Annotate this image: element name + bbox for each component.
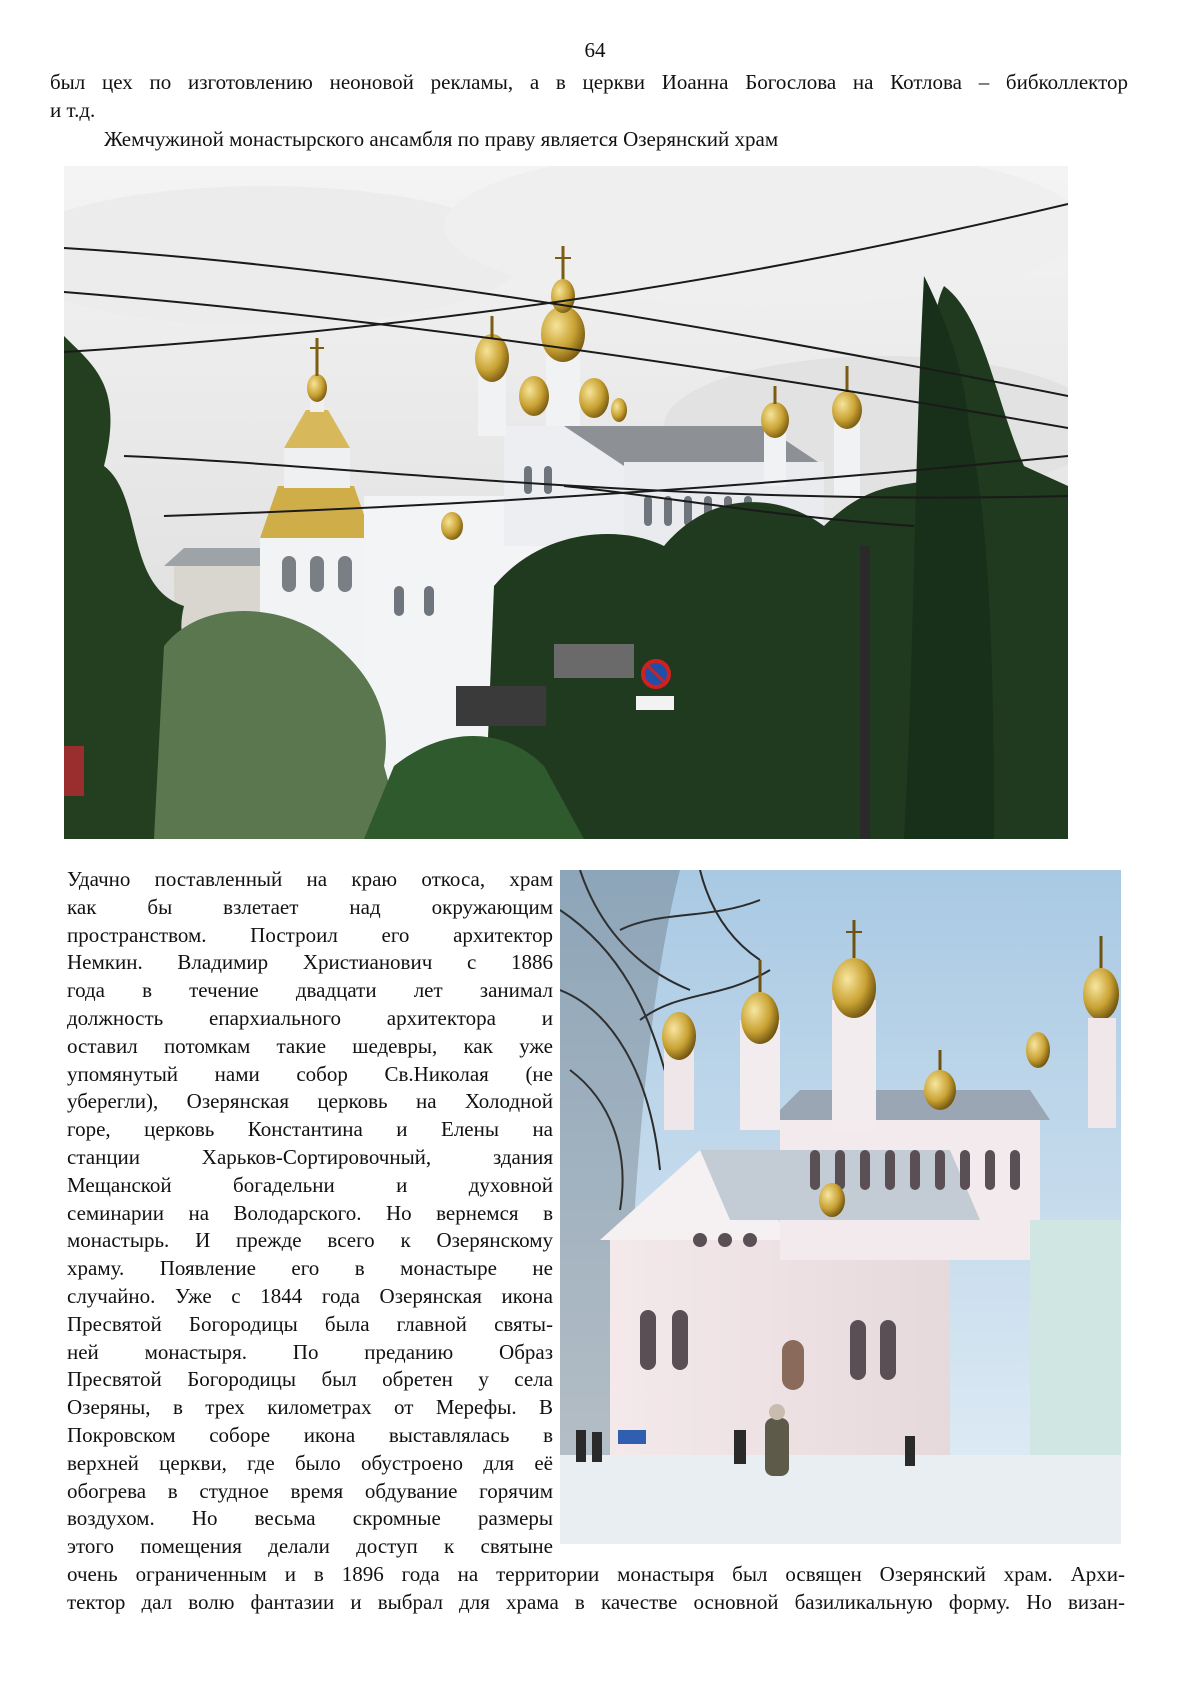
column-line: уберегли), Озерянская церковь на Холодной (67, 1089, 553, 1114)
column-line: Озеряны, в трех километрах от Мерефы. В (67, 1395, 553, 1420)
bottom-line: тектор дал волю фантазии и выбрал для храма в качестве основной базиликальную форму. Но визан- (67, 1590, 1125, 1614)
body-text-column (67, 866, 553, 1561)
column-line: Мещанской богадельни и духовной (67, 1172, 553, 1197)
column-line: обогрева в студное время обдувание горячим (67, 1478, 553, 1503)
photo-church-winter (560, 870, 1121, 1544)
column-line: ней монастыря. По преданию Образ (67, 1339, 553, 1364)
column-line: упомянутый нами собор Св.Николая (не (67, 1061, 553, 1086)
column-line: Пресвятой Богородицы был обретен у села (67, 1367, 553, 1392)
column-line: станции Харьков-Сортировочный, здания (67, 1144, 553, 1169)
intro-line-2: и т.д. (50, 98, 96, 122)
column-line: воздухом. Но весьма скромные размеры (67, 1506, 553, 1531)
column-line: Пресвятой Богородицы была главной святы- (67, 1311, 553, 1336)
bottom-line: очень ограниченным и в 1896 года на территории монастыря был освящен Озерянский храм. Архи- (67, 1562, 1125, 1586)
column-line: Удачно поставленный на краю откоса, храм (67, 867, 553, 891)
column-line: верхней церкви, где было обустроено для её (67, 1450, 553, 1475)
column-line: монастырь. И прежде всего к Озерянскому (67, 1228, 553, 1253)
intro-line-3: Жемчужиной монастырского ансамбля по праву является Озерянский храм (104, 127, 779, 151)
column-line: горе, церковь Константина и Елены на (67, 1117, 553, 1142)
column-line: должность епархиального архитектора и (67, 1005, 553, 1030)
photo-monastery-summer (64, 166, 1068, 839)
column-line: Покровском соборе икона выставлялась в (67, 1422, 553, 1447)
column-line: пространством. Построил его архитектор (67, 922, 553, 947)
intro-line-1: был цех по изготовлению неоновой рекламы, а в церкви Иоанна Богослова на Котлова – бибколлектор (50, 70, 1128, 94)
column-line: года в течение двадцати лет занимал (67, 978, 553, 1003)
column-line: храму. Появление его в монастыре не (67, 1256, 553, 1281)
body-text-bottom (67, 1560, 1125, 1616)
page-number: 64 (584, 38, 606, 62)
column-line: семинарии на Володарского. Но вернемся в (67, 1200, 553, 1225)
column-line: Немкин. Владимир Христианович с 1886 (67, 950, 553, 975)
column-line: оставил потомкам такие шедевры, как уже (67, 1033, 553, 1058)
column-line: как бы взлетает над окружающим (67, 894, 553, 919)
column-line: этого помещения делали доступ к святыне (67, 1534, 553, 1559)
column-line: случайно. Уже с 1844 года Озерянская икона (67, 1283, 553, 1308)
